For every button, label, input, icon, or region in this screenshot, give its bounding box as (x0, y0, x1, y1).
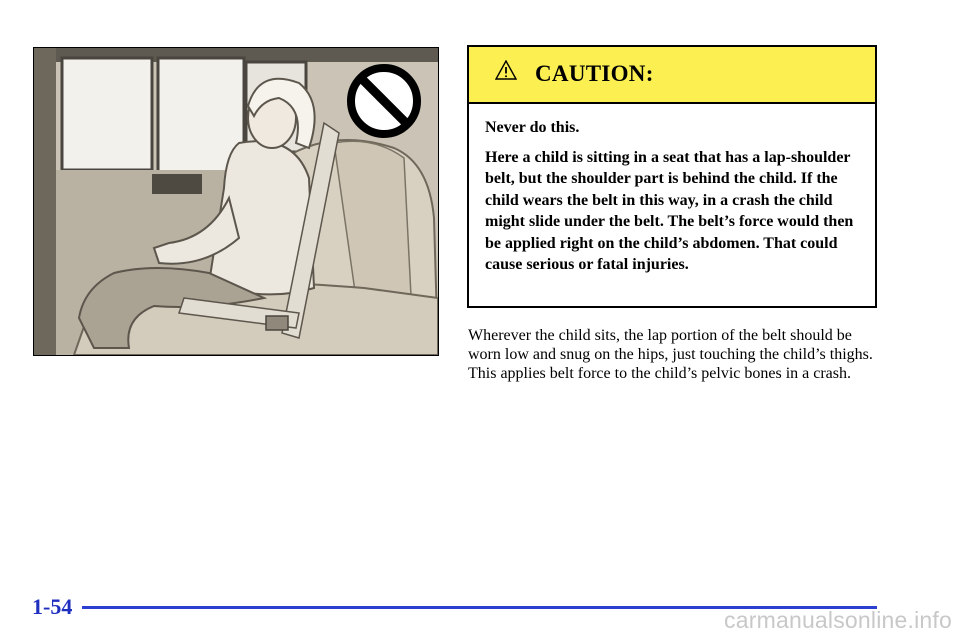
caution-body (469, 104, 875, 276)
body-paragraph: Wherever the child sits, the lap portion of the belt should be worn low and snug on the hips, just touching the child’s thighs. This applies belt force to the child’s pelvic bones in a crash. (468, 327, 873, 382)
caution-title: CAUTION: (535, 61, 654, 86)
watermark: carmanualsonline.info (724, 607, 952, 633)
warning-triangle-icon (495, 60, 517, 80)
caution-text: Here a child is sitting in a seat that has a lap-shoulder belt, but the shoulder part is behind the child. If the child wears the belt in this way, in a crash the child might slide under the belt. The belt’s force would then be applied right on the child’s abdomen. That could cause serious or fatal injuries. (485, 148, 854, 273)
child-seatbelt-illustration (33, 47, 439, 356)
caution-lead: Never do this. (485, 119, 580, 136)
caution-box (467, 45, 877, 308)
page-number: 1-54 (32, 594, 73, 619)
caution-header (469, 47, 875, 104)
